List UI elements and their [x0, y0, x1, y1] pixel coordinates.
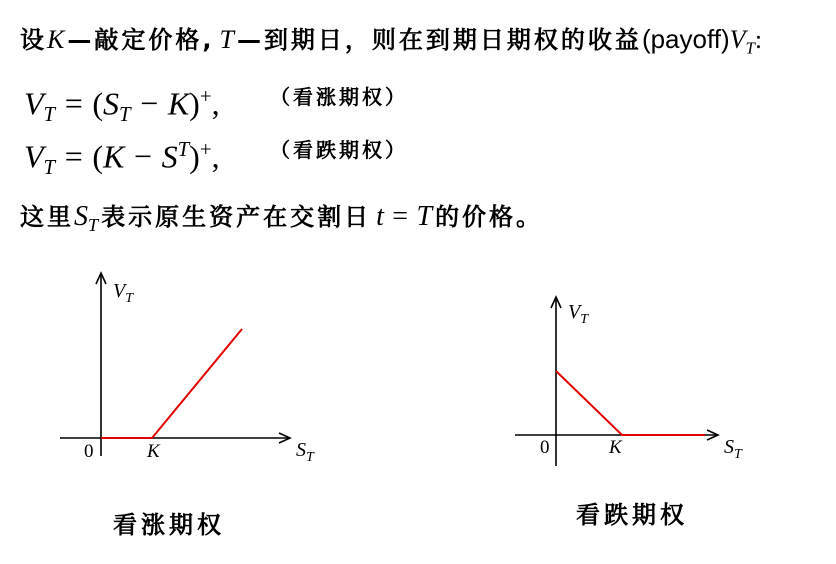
call-minus-sign: −: [140, 85, 159, 122]
explanation-maturity-symbol: T: [416, 201, 433, 232]
put-positive-part-sign: +: [199, 138, 212, 161]
definition-colon: :: [754, 25, 763, 54]
put-x-axis-label-main: S: [724, 436, 734, 458]
call-origin-label: 0: [84, 441, 94, 462]
strike-description: —敲定价格,: [67, 26, 215, 54]
call-close-paren: ): [189, 85, 200, 122]
call-positive-part-sign: +: [199, 85, 212, 108]
maturity-symbol: T: [219, 25, 234, 54]
call-y-axis-label-subscript: T: [125, 291, 134, 306]
call-x-axis-label-subscript: T: [306, 450, 314, 465]
call-y-axis-label-main: V: [113, 280, 126, 302]
put-strike-label: K: [609, 437, 622, 458]
put-minus-sign: −: [133, 138, 152, 175]
call-payoff-line: [101, 329, 242, 438]
put-strike-symbol: K: [103, 138, 125, 175]
definition-lead: 设: [20, 26, 47, 54]
explanation-lead: 这里: [20, 203, 74, 231]
put-x-axis-label-subscript: T: [734, 447, 742, 462]
put-lhs-subscript: T: [43, 156, 56, 180]
call-strike-symbol: K: [167, 85, 190, 122]
put-x-axis-label: [724, 436, 743, 462]
explanation-middle: 表示原生资产在交割日: [101, 203, 372, 231]
strike-symbol: K: [47, 25, 65, 54]
call-payoff-diagram: [60, 273, 315, 465]
put-diagram-caption: 看跌期权: [576, 501, 688, 529]
put-lhs-symbol: V: [24, 138, 44, 175]
call-y-axis-label: [113, 280, 134, 306]
call-price-subscript: T: [119, 103, 131, 127]
explanation-equals-sign: =: [392, 201, 409, 232]
explanation-time-symbol: t: [376, 201, 384, 232]
call-lhs-subscript: T: [43, 103, 56, 127]
maturity-description: —到期日，则在到期日期权的收益: [236, 26, 642, 54]
put-price-superscript: T: [177, 138, 190, 161]
payoff-english-term: (payoff): [641, 24, 730, 54]
put-equals-sign: =: [64, 138, 83, 175]
put-comma: ,: [211, 138, 220, 175]
explanation-tail: 的价格。: [435, 203, 544, 231]
call-equals-sign: =: [64, 85, 83, 122]
put-y-axis-label: [568, 301, 589, 327]
put-open-paren: (: [92, 138, 104, 175]
put-close-paren: ): [189, 138, 200, 175]
explanation-price-symbol: S: [74, 201, 88, 232]
call-x-axis-label-main: S: [296, 439, 306, 461]
call-diagram-caption: 看涨期权: [113, 511, 225, 539]
call-comma: ,: [211, 85, 220, 122]
put-origin-label: 0: [540, 437, 550, 458]
explanation-price-subscript: T: [88, 214, 99, 235]
put-y-axis-label-main: V: [568, 301, 581, 323]
put-option-label: （看跌期权）: [270, 138, 408, 162]
put-payoff-line: [556, 371, 705, 435]
payoff-symbol-main: V: [729, 25, 746, 54]
call-lhs-symbol: V: [24, 85, 44, 122]
call-x-axis-label: [296, 439, 315, 465]
put-y-axis-label-subscript: T: [580, 312, 589, 327]
put-price-symbol: S: [161, 138, 178, 175]
payoff-symbol-subscript: T: [745, 38, 755, 58]
call-open-paren: (: [92, 85, 104, 122]
call-strike-label: K: [147, 441, 160, 462]
put-payoff-diagram: [515, 297, 743, 466]
call-option-label: （看涨期权）: [270, 85, 408, 109]
call-price-symbol: S: [103, 85, 120, 122]
